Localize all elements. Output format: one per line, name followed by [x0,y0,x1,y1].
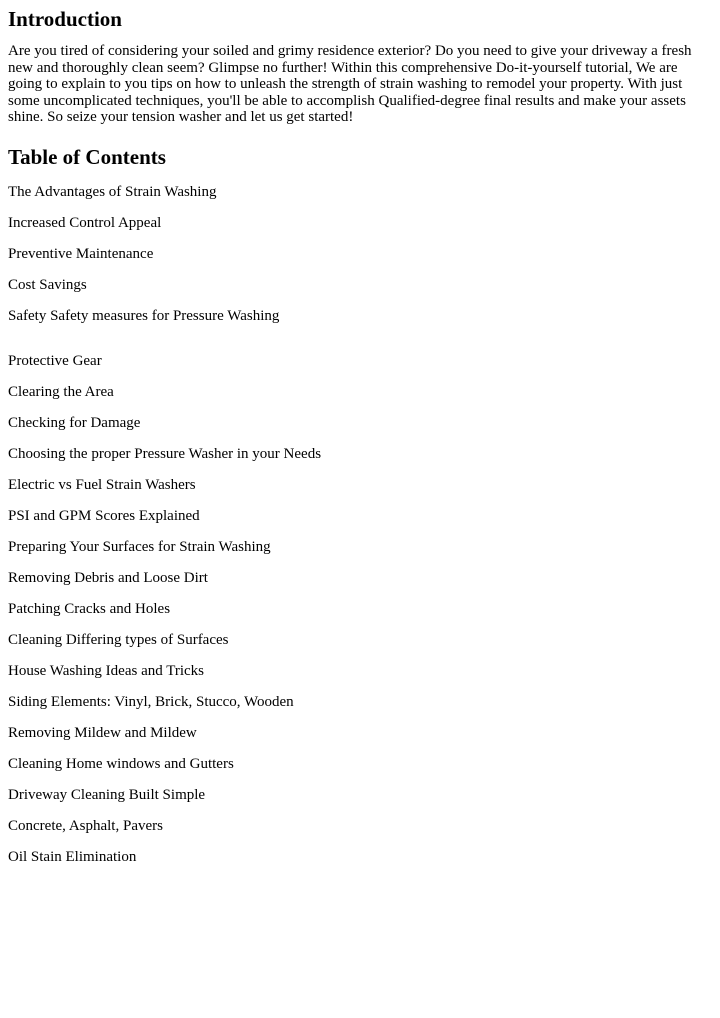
toc-item: Protective Gear [8,352,102,369]
toc-item: Checking for Damage [8,414,141,431]
toc-item: The Advantages of Strain Washing [8,183,217,200]
toc-item: PSI and GPM Scores Explained [8,507,200,524]
toc-list [8,184,712,866]
toc-heading: Table of Contents [8,144,166,169]
toc-item: Concrete, Asphalt, Pavers [8,817,163,834]
toc-item: Preparing Your Surfaces for Strain Washing [8,538,271,555]
toc-item: Preventive Maintenance [8,245,154,262]
toc-item: House Washing Ideas and Tricks [8,662,205,679]
toc-item: Oil Stain Elimination [8,848,137,865]
toc-item: Electric vs Fuel Strain Washers [8,476,196,493]
toc-item: Safety Safety measures for Pressure Washing [8,307,280,324]
toc-item: Removing Debris and Loose Dirt [8,569,208,586]
introduction-heading: Introduction [8,7,122,31]
toc-item: Cleaning Home windows and Gutters [8,755,234,772]
toc-item: Increased Control Appeal [8,214,162,231]
toc-item: Driveway Cleaning Built Simple [8,786,206,803]
toc-item: Removing Mildew and Mildew [8,724,197,741]
toc-item: Cost Savings [8,276,87,293]
toc-item: Clearing the Area [8,383,114,400]
toc-item: Cleaning Differing types of Surfaces [8,631,229,648]
toc-item: Siding Elements: Vinyl, Brick, Stucco, Wooden [8,693,294,710]
toc-item: Choosing the proper Pressure Washer in your Needs [8,445,322,462]
introduction-paragraph: Are you tired of considering your soiled and grimy residence exterior? Do you need to give your driveway a fresh new and thoroughly clean seem? Glimpse no further! Within this comprehensive Do-it-yourself tutorial, We are going to explain to you tips on how to unleash the strength of strain washing to remodel your property. With just some uncomplicated techniques, you'll be able to accomplish Qualified-degree final results and make your assets shine. So seize your tension washer and let us get started! [8,43,692,125]
toc-item: Patching Cracks and Holes [8,600,171,617]
